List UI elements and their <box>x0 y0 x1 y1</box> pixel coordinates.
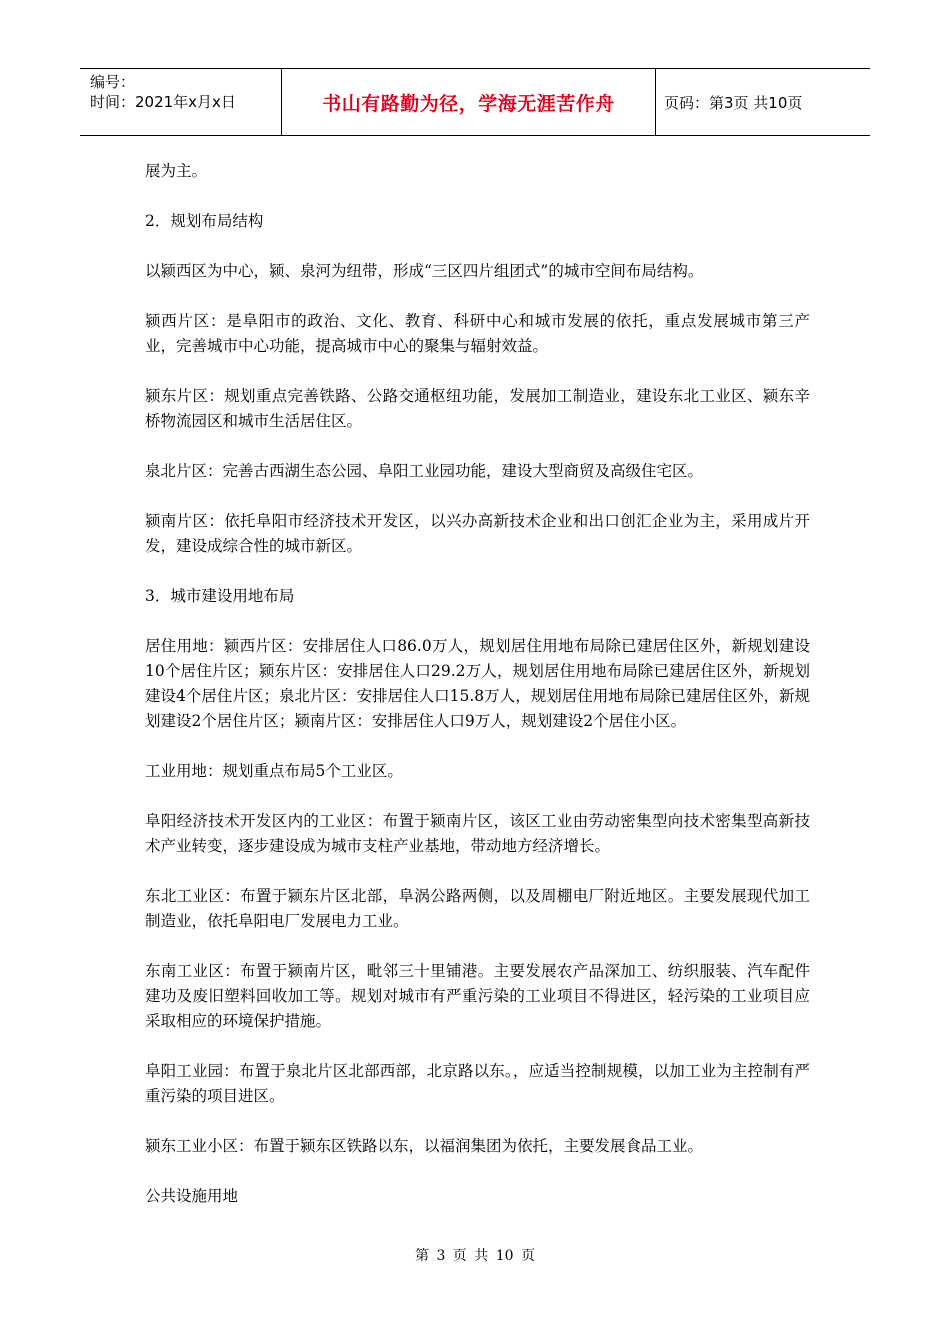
paragraph: 东南工业区：布置于颍南片区，毗邻三十里铺港。主要发展农产品深加工、纺织服装、汽车配件建功及废旧塑料回收加工等。规划对城市有严重污染的工业项目不得进区，轻污染的工业项目应采取相应的环境保护措施。 <box>145 962 810 1030</box>
paragraph: 阜阳经济技术开发区内的工业区：布置于颍南片区，该区工业由劳动密集型向技术密集型高新技术产业转变，逐步建设成为城市支柱产业基地，带动地方经济增长。 <box>145 812 810 855</box>
paragraph: 颍东工业小区：布置于颍东区铁路以东，以福润集团为依托，主要发展食品工业。 <box>145 1137 704 1155</box>
paragraph: 颍南片区：依托阜阳市经济技术开发区，以兴办高新技术企业和出口创汇企业为主，采用成片开发，建设成综合性的城市新区。 <box>145 512 810 555</box>
paragraph: 公共设施用地 <box>145 1187 239 1205</box>
paragraph: 以颍西区为中心，颍、泉河为纽带，形成“三区四片组团式”的城市空间布局结构。 <box>145 262 704 280</box>
paragraph: 工业用地：规划重点布局5个工业区。 <box>145 762 403 780</box>
document-body <box>145 159 810 1234</box>
header-page-info: 页码：第3页 共10页 <box>664 93 803 112</box>
paragraph: 泉北片区：完善古西湖生态公园、阜阳工业园功能，建设大型商贸及高级住宅区。 <box>145 462 704 480</box>
paragraph: 颍西片区：是阜阳市的政治、文化、教育、科研中心和城市发展的依托，重点发展城市第三产业，完善城市中心功能，提高城市中心的聚集与辐射效益。 <box>145 312 810 355</box>
date-line: 时间：2021年x月x日 <box>90 93 236 111</box>
paragraph: 东北工业区：布置于颍东片区北部，阜涡公路两侧，以及周棚电厂附近地区。主要发展现代加工制造业，依托阜阳电厂发展电力工业。 <box>145 887 810 930</box>
paragraph: 颍东片区：规划重点完善铁路、公路交通枢纽功能，发展加工制造业，建设东北工业区、颍东辛桥物流园区和城市生活居住区。 <box>145 387 810 430</box>
section-heading: 3．城市建设用地布局 <box>145 587 295 605</box>
header-motto: 书山有路勤为径，学海无涯苦作舟 <box>282 69 656 135</box>
paragraph: 展为主。 <box>145 162 208 180</box>
serial-number-label: 编号： <box>90 73 136 91</box>
page-footer: 第 3 页 共 10 页 <box>415 1248 535 1264</box>
page-header <box>80 68 870 136</box>
paragraph: 阜阳工业园：布置于泉北片区北部西部，北京路以东。，应适当控制规模，以加工业为主控制有严重污染的项目进区。 <box>145 1062 810 1105</box>
section-heading: 2．规划布局结构 <box>145 212 264 230</box>
paragraph: 居住用地：颍西片区：安排居住人口86.0万人，规划居住用地布局除已建居住区外，新规划建设10个居住片区；颍东片区：安排居住人口29.2万人，规划居住用地布局除已建居住区外，新规划建设4个居住片区；泉北片区：安排居住人口15.8万人，规划居住用地布局除已建居住区外，新规划建设2个居住片区；颍南片区：安排居住人口9万人，规划建设2个居住小区。 <box>145 637 810 730</box>
header-info-cell <box>80 69 282 135</box>
